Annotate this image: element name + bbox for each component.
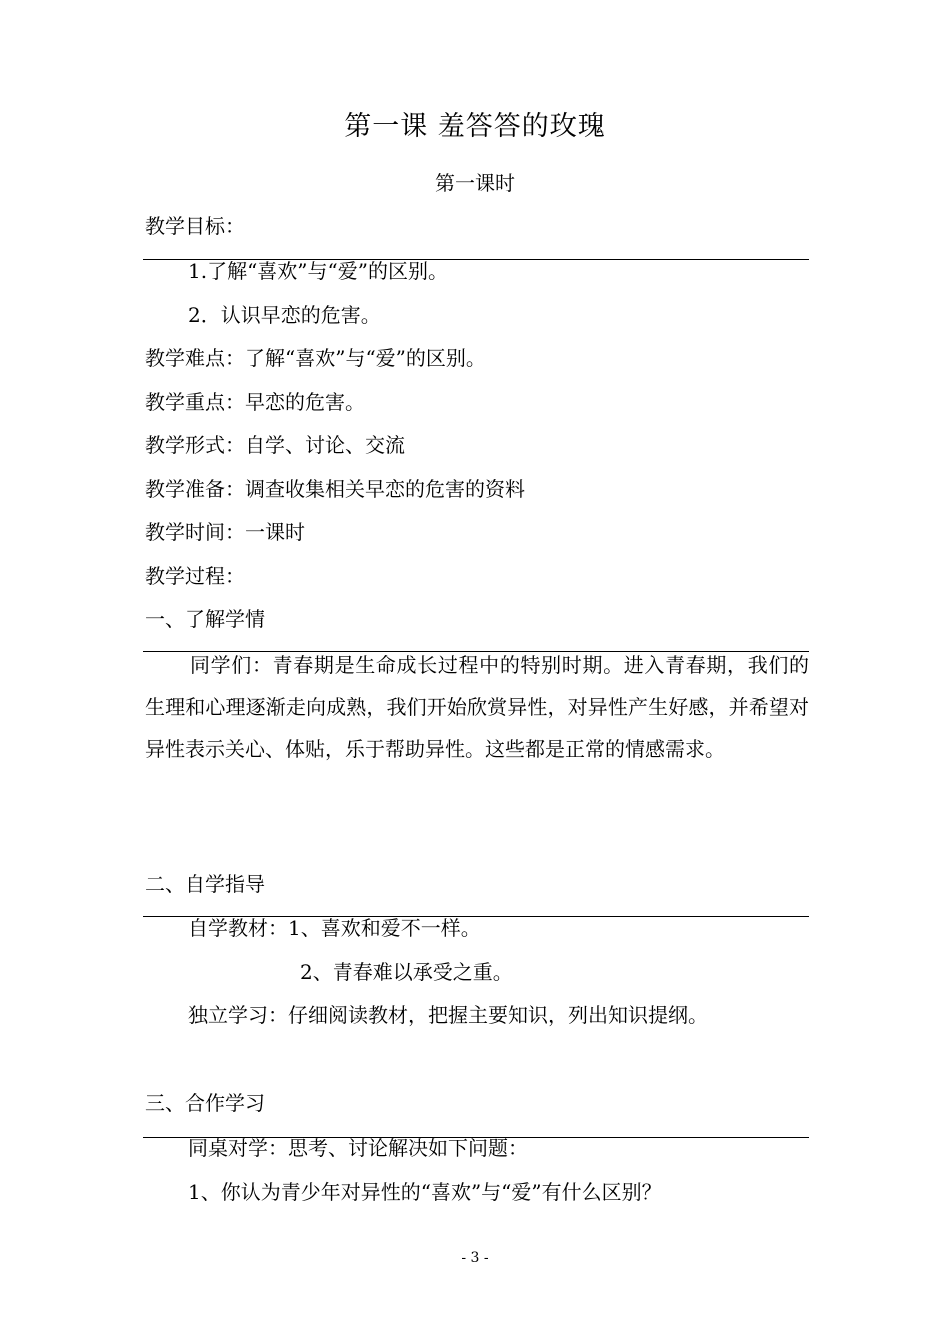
objective-1: 1.了解“喜欢”与“爱”的区别。 [188, 259, 448, 283]
teaching-difficulty: 教学难点：了解“喜欢”与“爱”的区别。 [145, 346, 486, 370]
section-2-line-2: 2、青春难以承受之重。 [300, 960, 513, 984]
page-number: - 3 - [461, 1250, 489, 1266]
section-3-heading: 三、合作学习 [145, 1091, 265, 1115]
lesson-title: 第一课 羞答答的玫瑰 [344, 111, 606, 142]
section-2-line-3: 独立学习：仔细阅读教材，把握主要知识，列出知识提纲。 [188, 1003, 708, 1027]
section-1-heading: 一、了解学情 [145, 607, 265, 631]
process-heading: 教学过程： [145, 564, 245, 588]
teaching-preparation: 教学准备：调查收集相关早恋的危害的资料 [145, 477, 525, 501]
section-2-heading: 二、自学指导 [145, 872, 265, 896]
section-3-line-1: 同桌对学：思考、讨论解决如下问题： [188, 1136, 528, 1160]
objectives-heading: 教学目标： [145, 214, 245, 238]
teaching-form: 教学形式：自学、讨论、交流 [145, 433, 405, 457]
teaching-key-point: 教学重点：早恋的危害。 [145, 390, 365, 414]
teaching-time: 教学时间：一课时 [145, 520, 305, 544]
objective-2: 2．认识早恋的危害。 [188, 303, 381, 327]
section-2-line-1: 自学教材：1、喜欢和爱不一样。 [188, 916, 481, 940]
section-3-line-2: 1、你认为青少年对异性的“喜欢”与“爱”有什么区别？ [188, 1180, 662, 1204]
section-1-body: 同学们：青春期是生命成长过程中的特别时期。进入青春期，我们的生理和心理逐渐走向成熟，我们开始欣赏异性，对异性产生好感，并希望对异性表示关心、体贴，乐于帮助异性。这些都是正常的情感需求。 [145, 653, 809, 761]
lesson-subtitle: 第一课时 [435, 171, 515, 195]
